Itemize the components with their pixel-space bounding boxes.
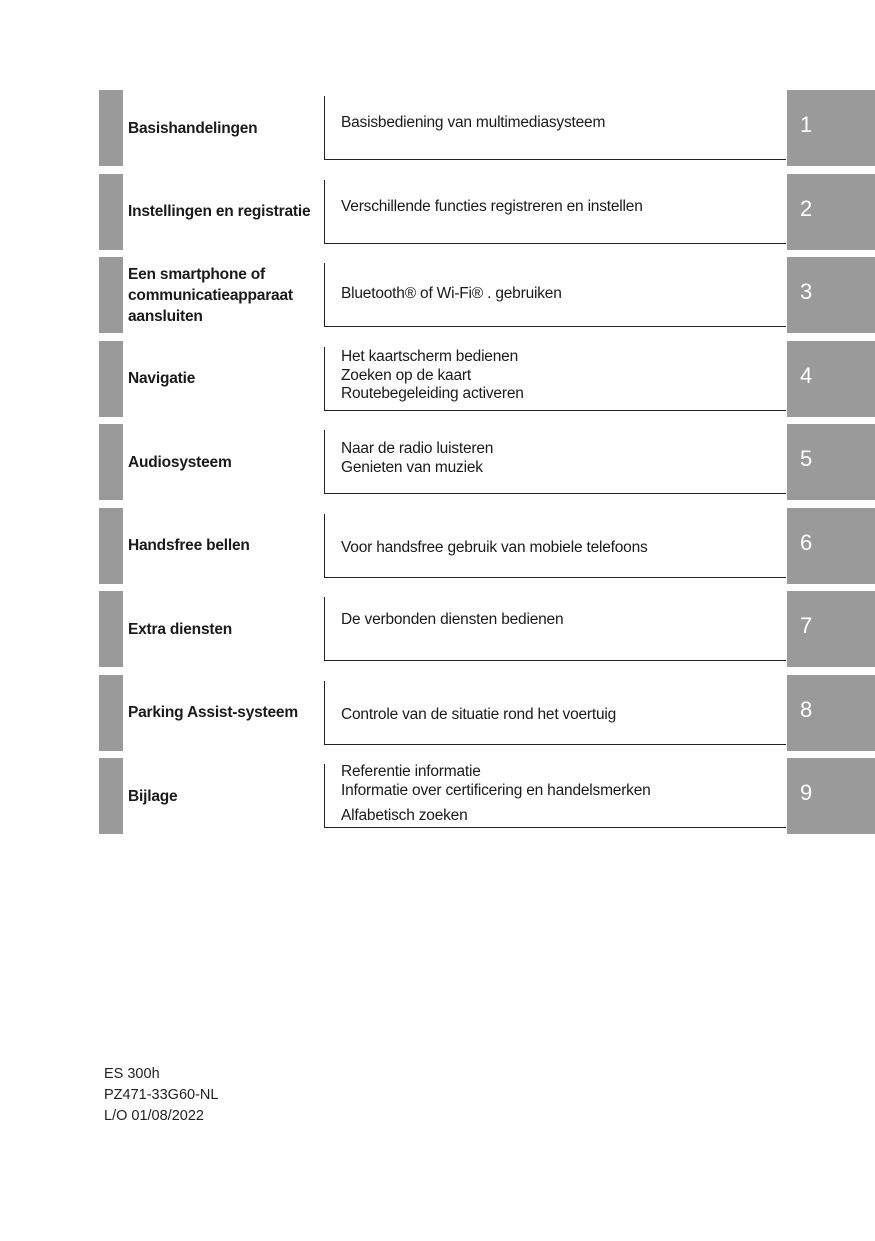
section-tab[interactable]: 8 [787,675,875,751]
section-title[interactable]: Navigatie [128,370,196,387]
model-name: ES 300h [104,1066,160,1082]
section-contents [324,681,786,745]
section-topic[interactable]: De verbonden diensten bedienen [341,611,564,628]
section-contents [324,514,786,578]
section-topic[interactable]: Referentie informatie [341,763,481,780]
section-contents [324,597,786,661]
section-title[interactable]: Audiosysteem [128,453,232,471]
section-topic[interactable]: Het kaartscherm bedienen [341,347,518,365]
section-contents [324,263,786,327]
toc-section-6[interactable] [0,508,875,592]
section-title[interactable]: Bijlage [128,787,178,805]
toc-section-4[interactable] [0,341,875,425]
section-title[interactable]: Extra diensten [128,620,233,638]
toc-section-8[interactable] [0,675,875,759]
section-tab[interactable]: 6 [787,508,875,584]
section-tab[interactable]: 5 [787,424,875,500]
section-topic[interactable]: Naar de radio luisteren [341,440,494,457]
section-marker-bar [99,591,123,667]
table-of-contents [0,90,875,842]
section-marker-bar [99,341,123,417]
toc-section-3[interactable] [0,257,875,341]
section-marker-bar [99,257,123,333]
section-marker-bar [99,508,123,584]
section-topic[interactable]: Informatie over certificering en handelsmerken [341,782,651,799]
document-footer [104,1064,218,1127]
toc-section-7[interactable] [0,591,875,675]
section-topic[interactable]: Controle van de situatie rond het voertuig [341,705,617,723]
section-topic[interactable]: Voor handsfree gebruik van mobiele telefoons [341,538,648,556]
section-title[interactable]: Parking Assist-systeem [128,704,298,721]
section-contents [324,764,786,828]
section-tab[interactable]: 9 [787,758,875,834]
section-tab[interactable]: 1 [787,90,875,166]
section-tab[interactable]: 4 [787,341,875,417]
section-title[interactable]: Een smartphone of communicatieapparaat aansluiten [128,265,293,325]
section-topic[interactable]: Basisbediening van multimediasysteem [341,114,606,131]
section-tab[interactable]: 7 [787,591,875,667]
section-marker-bar [99,675,123,751]
section-title[interactable]: Basishandelingen [128,119,258,137]
section-contents [324,430,786,494]
section-topic[interactable]: Routebegeleiding activeren [341,384,524,402]
section-topic[interactable]: Verschillende functies registreren en instellen [341,197,643,215]
toc-section-9[interactable] [0,758,875,842]
section-tab[interactable]: 3 [787,257,875,333]
section-topic[interactable]: Genieten van muziek [341,459,483,476]
section-marker-bar [99,424,123,500]
section-title[interactable]: Instellingen en registratie [128,203,311,220]
section-marker-bar [99,758,123,834]
section-marker-bar [99,174,123,250]
section-contents [324,180,786,244]
part-number: PZ471-33G60-NL [104,1087,219,1103]
toc-section-1[interactable] [0,90,875,174]
section-marker-bar [99,90,123,166]
toc-section-5[interactable] [0,424,875,508]
toc-section-2[interactable] [0,174,875,258]
section-tab[interactable]: 2 [787,174,875,250]
section-topic[interactable]: Bluetooth® of Wi-Fi® . gebruiken [341,285,562,302]
section-topic[interactable]: Zoeken op de kaart [341,366,471,384]
layout-date: L/O 01/08/2022 [104,1108,204,1124]
section-contents [324,347,786,411]
section-contents [324,96,786,160]
section-topic[interactable]: Alfabetisch zoeken [341,807,468,824]
section-title[interactable]: Handsfree bellen [128,537,250,554]
